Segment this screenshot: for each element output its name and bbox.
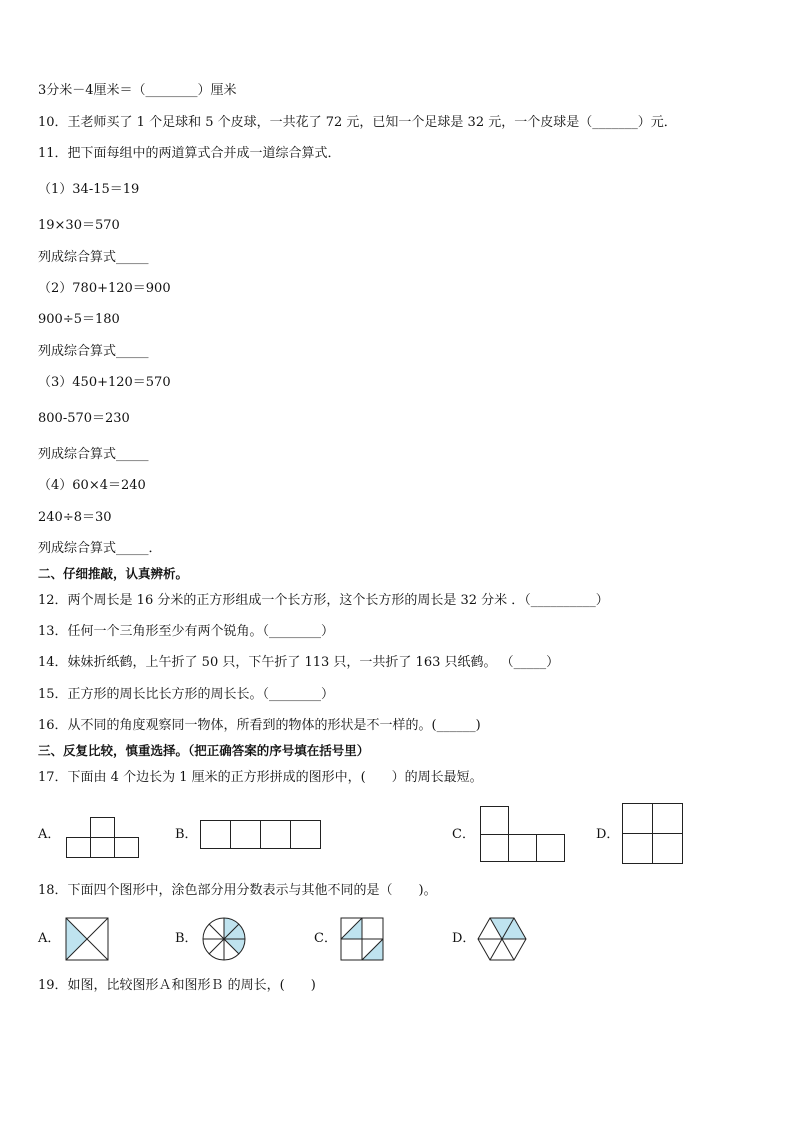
q18-figure-a [65,917,109,961]
question-18: 18．下面四个图形中，涂色部分用分数表示与其他不同的是（ )。 [38,883,437,898]
text-line: （3）450+120＝570 [38,375,171,390]
text-line: （1）34-15＝19 [38,182,140,197]
question-19: 19．如图，比较图形Ａ和图形Ｂ 的周长，( ) [38,978,316,993]
q17-option-a-label: A． [38,827,61,842]
question-17: 17．下面由 4 个边长为 1 厘米的正方形拼成的图形中，( ）的周长最短。 [38,770,483,785]
q17-option-b-label: B． [175,827,198,842]
question-16: 16．从不同的角度观察同一物体，所看到的物体的形状是不一样的。(______) [38,718,481,733]
section-heading: 二、仔细推敲，认真辨析。 [38,566,189,581]
text-line: 列成综合算式_____． [38,541,162,556]
question-12: 12．两个周长是 16 分米的正方形组成一个长方形，这个长方形的周长是 32 分米 ．（__________） [38,593,609,608]
text-line: 列成综合算式_____ [38,447,149,462]
q17-figure-b [200,819,322,851]
section-heading: 三、反复比较，慎重选择。（把正确答案的序号填在括号里） [38,743,370,758]
text-line: 800-570＝230 [38,411,130,426]
q18-figure-b [201,916,247,962]
q18-figure-d [477,917,527,961]
question-11: 11．把下面每组中的两道算式合并成一道综合算式． [38,146,341,161]
text-line: （4）60×4＝240 [38,478,146,493]
q18-figure-c [340,917,384,961]
q17-option-d-label: D． [596,827,620,842]
question-10: 10．王老师买了 1 个足球和 5 个皮球，一共花了 72 元，已知一个足球是 32 元，一个皮球是（_______）元． [38,115,677,130]
question-13: 13．任何一个三角形至少有两个锐角。（________） [38,624,335,639]
q18-option-b-label: B． [175,931,198,946]
text-line: 900÷5＝180 [38,312,120,327]
q18-option-c-label: C． [314,931,337,946]
question-15: 15．正方形的周长比长方形的周长长。（________） [38,687,335,702]
q17-figure-d [622,803,684,865]
q18-option-a-label: A． [38,931,61,946]
text-line: （2）780+120＝900 [38,281,171,296]
text-line: 3分米－4厘米＝（________）厘米 [38,83,237,98]
q17-figure-c [480,805,566,863]
question-14: 14．妹妹折纸鹤，上午折了 50 只，下午折了 113 只，一共折了 163 只纸鹤。 （_____） [38,655,560,670]
text-line: 列成综合算式_____ [38,344,149,359]
text-line: 240÷8＝30 [38,510,112,525]
text-line: 19×30＝570 [38,218,120,233]
text-line: 列成综合算式_____ [38,250,149,265]
q18-option-d-label: D． [452,931,476,946]
q17-figure-a [66,815,140,859]
q17-option-c-label: C． [452,827,475,842]
